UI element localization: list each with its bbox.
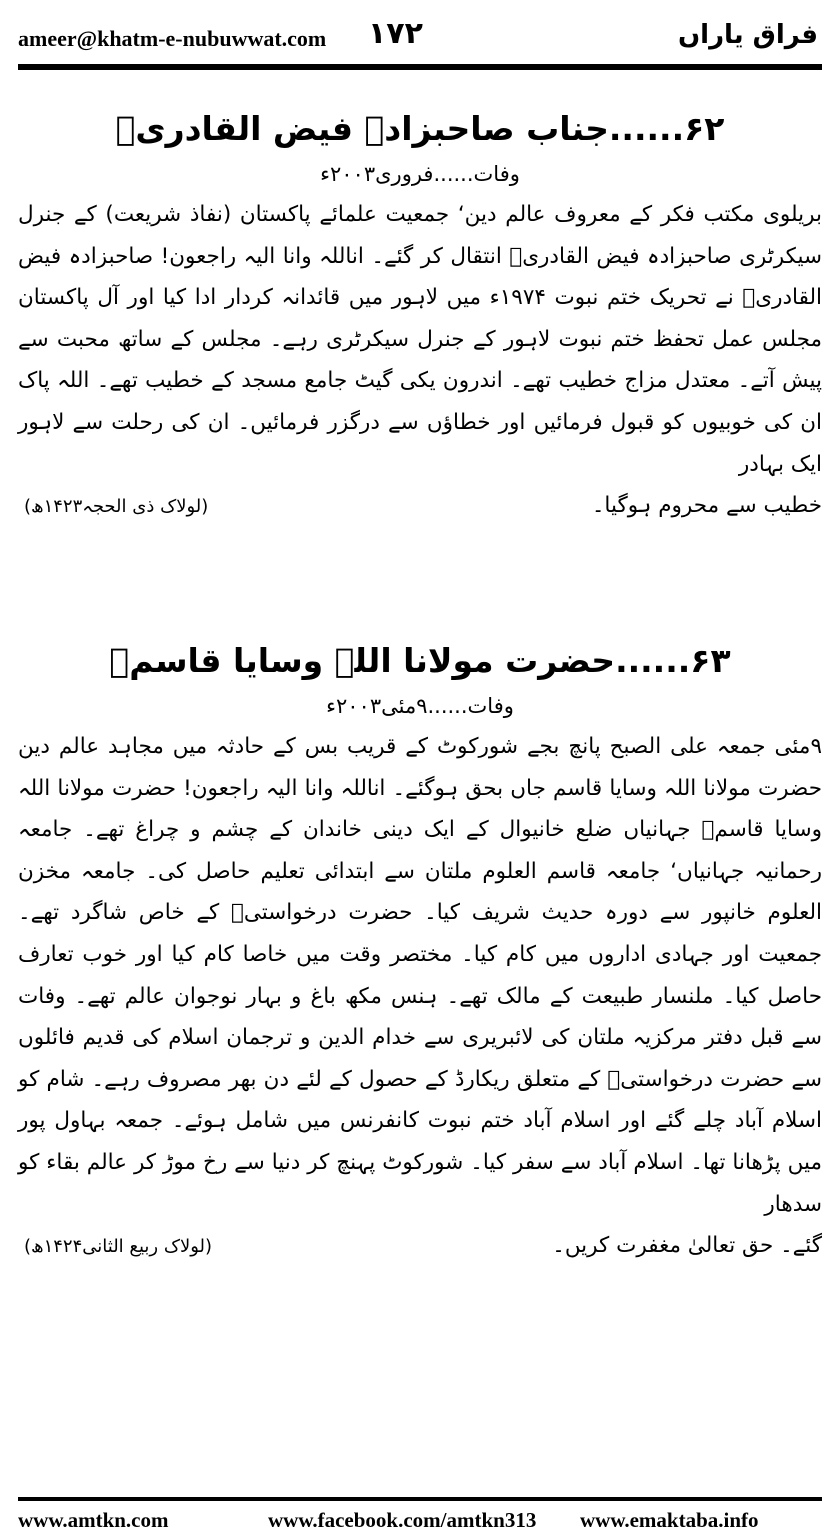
last-line-text: گئے۔ حق تعالیٰ مغفرت کریں۔ — [552, 1233, 822, 1259]
death-date: وفات......۹مئی۲۰۰۳ء — [326, 694, 514, 718]
page-header — [0, 0, 840, 70]
footer-link-emaktaba[interactable]: www.emaktaba.info — [580, 1508, 759, 1532]
footer-rule — [18, 1497, 822, 1501]
header-rule — [18, 64, 822, 70]
section-body: ۹مئی جمعہ علی الصبح پانچ بجے شورکوٹ کے قریب بس کے حادثہ میں مجاہد عالم دین حضرت مولانا اللہ وسایا قاسم جاں بحق ہوگئے۔ اناللہ وانا الیہ راجعون! حضرت مولانا اللہ وسایا قاسمؒ جہانیاں ضلع خانیوال کے ایک دینی خاندان کے چشم و چراغ تھے۔ جامعہ رحمانیہ جہانیاں‘ جامعہ قاسم العلوم ملتان سے ابتدائی تعلیم حاصل کی۔ جامعہ مخزن العلوم خانپور سے دورہ حدیث شریف کیا۔ حضرت درخواستیؒ کے خاص شاگرد تھے۔ جمعیت اور جہادی اداروں میں کام کیا۔ مختصر وقت میں خاصا کام کیا اور خوب تعارف حاصل کیا۔ ملنسار طبیعت کے مالک تھے۔ ہنس مکھ باغ و بہار نوجوان عالم تھے۔ وفات سے قبل دفتر مرکزیہ ملتان کی لائبریری سے خدام الدین و ترجمان اسلام کی قدیم فائلوں سے حضرت درخواستیؒ کے متعلق ریکارڈ کے حصول کے لئے دن بھر مصروف رہے۔ شام کو اسلام آباد چلے گئے اور اسلام آباد ختم نبوت کانفرنس میں شامل ہوئے۔ جمعہ بہاول پور میں پڑھانا تھا۔ اسلام آباد سے سفر کیا۔ شورکوٹ پہنچ کر دنیا سے رخ موڑ کر عالم بقاء کو سدھار — [18, 734, 822, 1217]
book-title: فراق یاراں — [677, 20, 818, 50]
section-heading: ۶۲......جناب صاحبزادہ فیض القادریؒ — [115, 109, 725, 148]
page-number: ۱۷۲ — [368, 16, 423, 51]
section-last-line — [18, 1225, 822, 1268]
death-date: وفات......فروری۲۰۰۳ء — [320, 162, 520, 186]
section-heading: ۶۳......حضرت مولانا اللہ وسایا قاسمؒ — [109, 641, 731, 680]
obituary-section — [18, 636, 822, 1268]
obituary-section — [18, 104, 822, 528]
last-line-text: خطیب سے محروم ہوگیا۔ — [591, 493, 822, 519]
source-citation: (لولاک ربیع الثانی۱۴۲۴ھ) — [24, 1236, 213, 1258]
footer-link-facebook[interactable]: www.facebook.com/amtkn313 — [268, 1508, 537, 1532]
source-citation: (لولاک ذی الحجہ۱۴۲۳ھ) — [24, 496, 209, 518]
header-email: ameer@khatm-e-nubuwwat.com — [18, 26, 327, 51]
section-body: بریلوی مکتب فکر کے معروف عالم دین‘ جمعیت علمائے پاکستان (نفاذ شریعت) کے جنرل سیکرٹری صاحبزادہ فیض القادریؒ انتقال کر گئے۔ اناللہ وانا الیہ راجعون! صاحبزادہ فیض القادریؒ نے تحریک ختم نبوت ۱۹۷۴ء میں لاہور میں قائدانہ کردار ادا کیا اور آل پاکستان مجلس عمل تحفظ ختم نبوت لاہور کے جنرل سیکرٹری رہے۔ مجلس کے ساتھ محبت سے پیش آتے۔ معتدل مزاج خطیب تھے۔ اندرون یکی گیٹ جامع مسجد کے خطیب تھے۔ اللہ پاک ان کی خوبیوں کو قبول فرمائیں اور خطاؤں سے درگزر فرمائیں۔ ان کی رحلت سے لاہور ایک بہادر — [18, 202, 822, 477]
footer-link-amtkn[interactable]: www.amtkn.com — [18, 1508, 169, 1532]
section-last-line — [18, 485, 822, 528]
